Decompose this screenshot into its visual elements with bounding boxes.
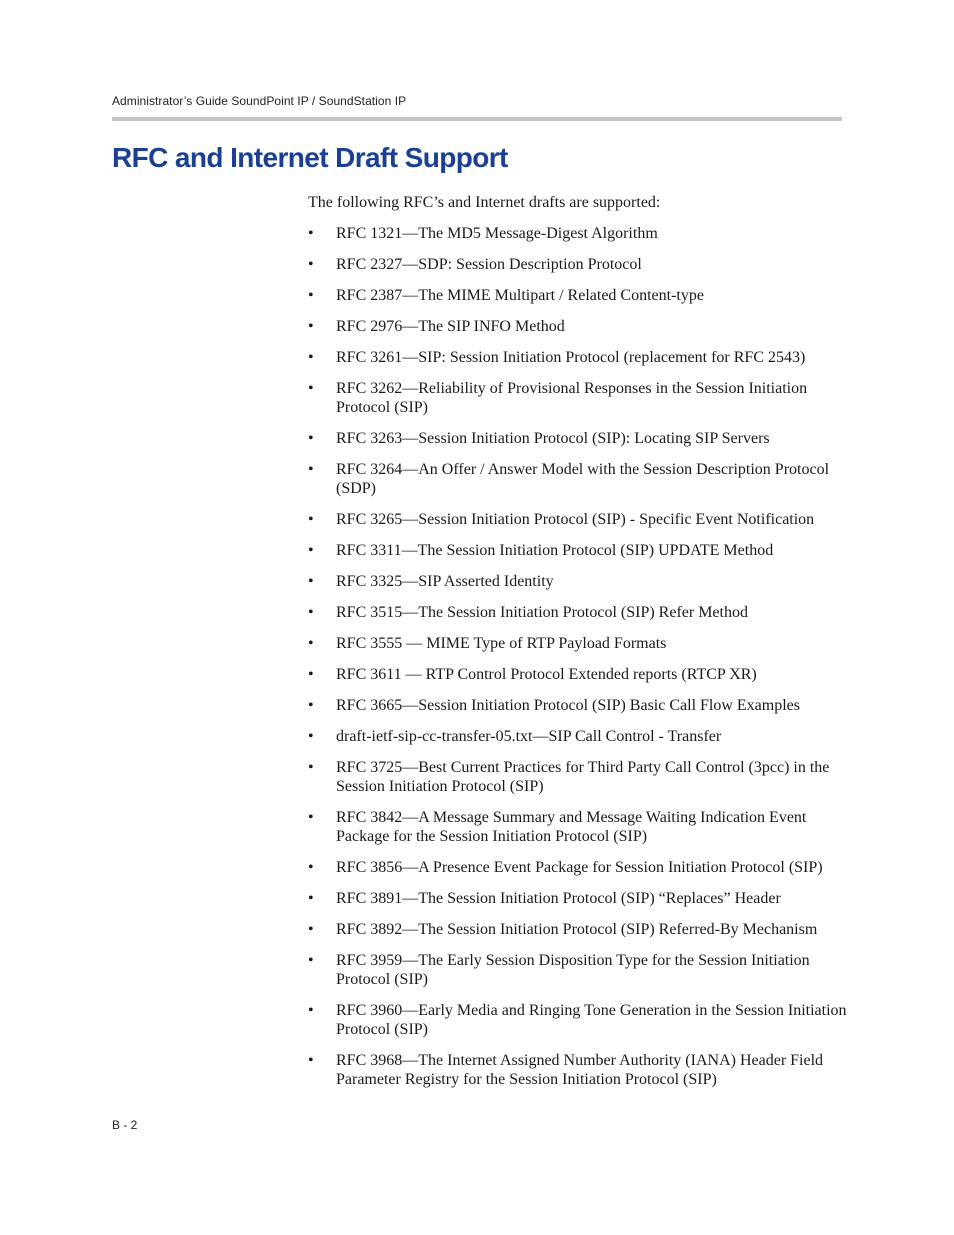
bullet-icon: • [308, 225, 314, 242]
rfc-list-item-text: RFC 3311—The Session Initiation Protocol (SIP) UPDATE Method [336, 542, 774, 559]
bullet-icon: • [308, 287, 314, 304]
rfc-list-item [308, 634, 848, 653]
bullet-icon: • [308, 809, 314, 826]
bullet-icon: • [308, 430, 314, 447]
rfc-list-item-text: RFC 3515—The Session Initiation Protocol (SIP) Refer Method [336, 604, 748, 621]
rfc-list-item [308, 920, 848, 939]
rfc-list-item [308, 255, 848, 274]
bullet-icon: • [308, 542, 314, 559]
bullet-icon: • [308, 511, 314, 528]
rfc-list-item-text: RFC 3856—A Presence Event Package for Session Initiation Protocol (SIP) [336, 859, 823, 876]
rfc-list-item [308, 317, 848, 336]
rfc-list-item [308, 951, 848, 989]
rfc-list-item [308, 224, 848, 243]
rfc-list-item-text: RFC 3555 — MIME Type of RTP Payload Formats [336, 635, 667, 652]
intro-paragraph: The following RFC’s and Internet drafts are supported: [308, 194, 661, 211]
bullet-icon: • [308, 728, 314, 745]
rfc-list-item-text: draft-ietf-sip-cc-transfer-05.txt—SIP Call Control - Transfer [336, 728, 722, 745]
bullet-icon: • [308, 380, 314, 397]
bullet-icon: • [308, 666, 314, 683]
rfc-list-item-text: RFC 3968—The Internet Assigned Number Authority (IANA) Header Field Parameter Registry for the Session Initiation Protocol (SIP) [336, 1052, 824, 1088]
rfc-list-item-text: RFC 3960—Early Media and Ringing Tone Generation in the Session Initiation Protocol (SIP) [336, 1002, 847, 1038]
rfc-list-item [308, 348, 848, 367]
rfc-list-item-text: RFC 3842—A Message Summary and Message Waiting Indication Event Package for the Session Initiation Protocol (SIP) [336, 809, 807, 845]
rfc-list-item [308, 572, 848, 591]
rfc-list-item [308, 286, 848, 305]
rfc-list-item-text: RFC 3264—An Offer / Answer Model with the Session Description Protocol (SDP) [336, 461, 830, 497]
rfc-list-item [308, 665, 848, 684]
bullet-icon: • [308, 697, 314, 714]
bullet-icon: • [308, 952, 314, 969]
rfc-list-item [308, 429, 848, 448]
bullet-icon: • [308, 349, 314, 366]
bullet-icon: • [308, 573, 314, 590]
bullet-icon: • [308, 318, 314, 335]
rfc-list-item [308, 758, 848, 796]
rfc-list-item-text: RFC 3262—Reliability of Provisional Responses in the Session Initiation Protocol (SIP) [336, 380, 808, 416]
rfc-list-item [308, 727, 848, 746]
page-number: B - 2 [112, 1118, 138, 1132]
rfc-list-item [308, 379, 848, 417]
bullet-icon: • [308, 1002, 314, 1019]
rfc-list-item [308, 460, 848, 498]
rfc-list-item-text: RFC 3263—Session Initiation Protocol (SIP): Locating SIP Servers [336, 430, 770, 447]
rfc-list-item-text: RFC 3665—Session Initiation Protocol (SIP) Basic Call Flow Examples [336, 697, 800, 714]
header-rule [112, 117, 842, 121]
bullet-icon: • [308, 635, 314, 652]
section-body [308, 193, 848, 1101]
rfc-list-item [308, 1001, 848, 1039]
bullet-icon: • [308, 256, 314, 273]
rfc-list-item-text: RFC 3959—The Early Session Disposition Type for the Session Initiation Protocol (SIP) [336, 952, 810, 988]
bullet-icon: • [308, 859, 314, 876]
rfc-list-item [308, 510, 848, 529]
bullet-icon: • [308, 604, 314, 621]
rfc-list-item-text: RFC 3725—Best Current Practices for Third Party Call Control (3pcc) in the Session Initiation Protocol (SIP) [336, 759, 830, 795]
running-header: Administrator’s Guide SoundPoint IP / SoundStation IP [112, 94, 407, 108]
rfc-list-item [308, 889, 848, 908]
rfc-list-item-text: RFC 3261—SIP: Session Initiation Protocol (replacement for RFC 2543) [336, 349, 806, 366]
bullet-icon: • [308, 759, 314, 776]
rfc-list-item-text: RFC 3265—Session Initiation Protocol (SIP) - Specific Event Notification [336, 511, 815, 528]
rfc-list-item-text: RFC 2327—SDP: Session Description Protocol [336, 256, 642, 273]
rfc-list-item [308, 603, 848, 622]
rfc-list-item [308, 858, 848, 877]
rfc-list-item [308, 1051, 848, 1089]
rfc-list-item-text: RFC 3325—SIP Asserted Identity [336, 573, 554, 590]
rfc-list-item [308, 808, 848, 846]
rfc-list-item-text: RFC 1321—The MD5 Message-Digest Algorithm [336, 225, 658, 242]
rfc-list-item [308, 696, 848, 715]
rfc-list-item-text: RFC 2387—The MIME Multipart / Related Content-type [336, 287, 704, 304]
rfc-list [308, 224, 848, 1089]
rfc-list-item-text: RFC 3892—The Session Initiation Protocol (SIP) Referred-By Mechanism [336, 921, 818, 938]
section-title: RFC and Internet Draft Support [112, 142, 508, 173]
bullet-icon: • [308, 890, 314, 907]
rfc-list-item-text: RFC 3891—The Session Initiation Protocol (SIP) “Replaces” Header [336, 890, 781, 907]
bullet-icon: • [308, 1052, 314, 1069]
rfc-list-item [308, 541, 848, 560]
rfc-list-item-text: RFC 3611 — RTP Control Protocol Extended reports (RTCP XR) [336, 666, 757, 683]
bullet-icon: • [308, 461, 314, 478]
bullet-icon: • [308, 921, 314, 938]
rfc-list-item-text: RFC 2976—The SIP INFO Method [336, 318, 565, 335]
